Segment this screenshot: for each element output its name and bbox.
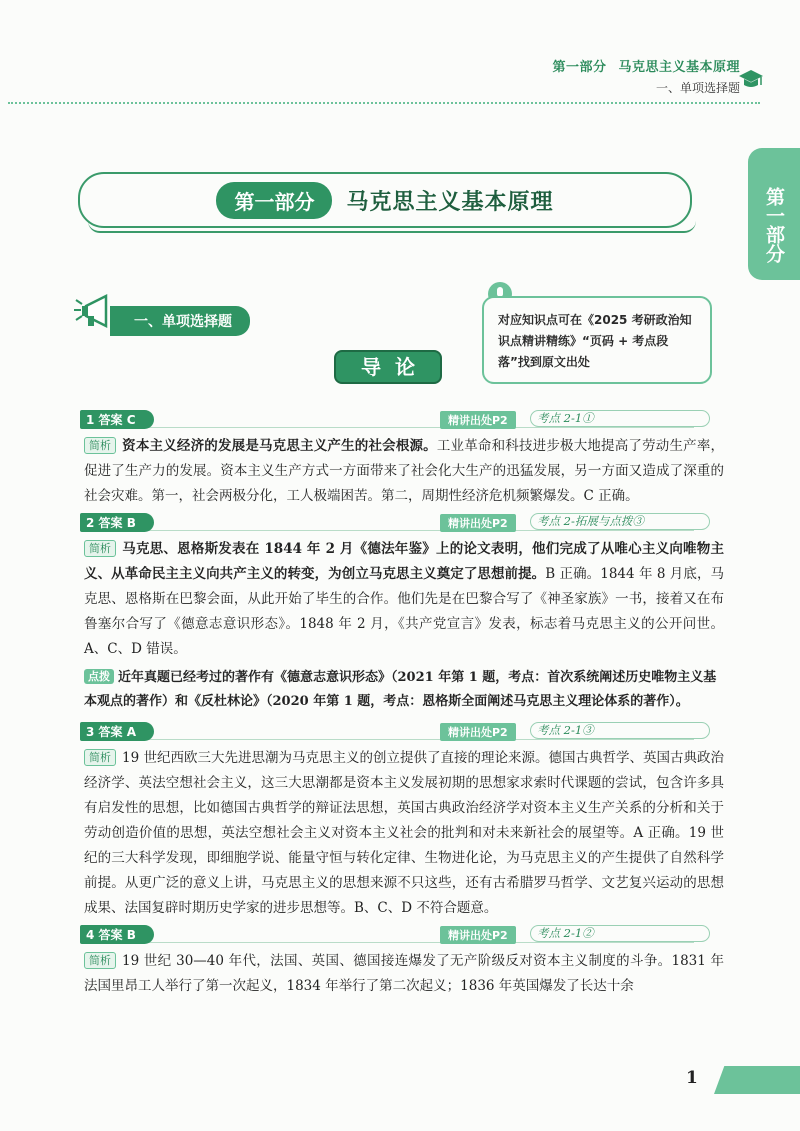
analysis-tag: 简析 [84,540,116,557]
graduation-cap-icon [738,66,764,92]
header-title: 马克思主义基本原理 [618,60,740,75]
page-number-band [714,1066,800,1094]
chapter-title: 导论 [334,350,442,384]
question-header [84,925,724,945]
source-tag: 精讲出处P2 [440,723,516,741]
tip-paragraph: 点拨 近年真题已经考过的著作有《德意志意识形态》（2021 年第 1 题，考点：首次系统阐述历史唯物主义基本观点的著作）和《反杜林论》（2020 年第 1 题，考点：恩格斯全面阐述马克思主义理论体系的著作）。 [84,670,717,709]
part-banner-title: 马克思主义基本原理 [346,189,554,215]
analysis-tag: 简析 [84,952,116,969]
running-header [552,56,740,96]
answer-badge: 2 答案 B [80,513,154,532]
source-note: 对应知识点可在《2025 考研政治知识点精讲精练》“页码 + 考点段落”找到原文出处 [482,296,712,384]
analysis-paragraph: 简析 19 世纪 30—40 年代，法国、英国、德国接连爆发了无产阶级反对资本主义制度的斗争。1831 年法国里昂工人举行了第一次起义，1834 年举行了第二次起义；1836 年英国爆发了长达十余 [84,953,724,994]
header-part: 第一部分 [552,60,607,75]
part-banner [78,172,692,228]
answer-badge: 3 答案 A [80,722,154,741]
question-header [84,410,724,430]
source-tag: 精讲出处P2 [440,411,516,429]
analysis-paragraph: 简析 19 世纪西欧三大先进思潮为马克思主义的创立提供了直接的理论来源。德国古典哲学、英国古典政治经济学、英法空想社会主义，这三大思潮都是资本主义发展初期的思想家求索时代课题的尝试，包含许多具有启发性的思想，比如德国古典哲学的辩证法思想，英国古典政治经济学对资本主义生产关系的分析和关于劳动创造价值的思想，英法空想社会主义对资本主义社会的批判和对未来新社会的展望等。A 正确。19 世纪的三大科学发现，即细胞学说、能量守恒与转化定律、生物进化论，为马克思主义的产生提供了自然科学前提。从更广泛的意义上讲，马克思主义的思想来源不只这些，还有古希腊罗马哲学、文艺复兴运动的思想成果、法国复辟时期历史学家的进步思想等。B、C、D 不符合题意。 [84,750,724,916]
side-tab: 第一部分 [748,148,800,280]
section-label: 一、单项选择题 [110,306,250,336]
source-tag: 精讲出处P2 [440,926,516,944]
answer-badge: 1 答案 C [80,410,154,429]
analysis-tag: 简析 [84,437,116,454]
question-list [84,410,724,1003]
part-banner-pill: 第一部分 [216,182,332,219]
answer-badge: 4 答案 B [80,925,154,944]
analysis-tag: 简析 [84,749,116,766]
source-point: 考点 2-1② [530,925,710,942]
question-header [84,722,724,742]
analysis-paragraph: 简析 资本主义经济的发展是马克思主义产生的社会根源。工业革命和科技进步极大地提高了劳动生产率，促进了生产力的发展。资本主义生产方式一方面带来了社会化大生产的迅猛发展，另一方面又造成了深重的社会灾难。第一，社会两极分化，工人极端困苦。第二，周期性经济危机频繁爆发。C 正确。 [84,438,725,504]
header-divider [8,102,760,104]
source-tag: 精讲出处P2 [440,514,516,532]
analysis-paragraph: 简析 马克思、恩格斯发表在 1844 年 2 月《德法年鉴》上的论文表明，他们完成了从唯心主义向唯物主义、从革命民主主义向共产主义的转变，为创立马克思主义奠定了思想前提。B 正确。1844 年 8 月底，马克思、恩格斯在巴黎会面，从此开始了毕生的合作。他们先是在巴黎合写了《神圣家族》一书，接着又在布鲁塞尔合写了《德意志意识形态》。1848 年 2 月，《共产党宣言》发表，标志着马克思主义的公开问世。A、C、D 错误。 [84,541,725,657]
source-point: 考点 2-1③ [530,722,710,739]
page-number: 1 [686,1068,698,1088]
source-point: 考点 2-1① [530,410,710,427]
question-header [84,513,724,533]
header-title-line [552,56,740,75]
tip-tag: 点拨 [84,669,114,684]
source-point: 考点 2-拓展与点拨③ [530,513,710,530]
header-section: 一、单项选择题 [655,81,740,95]
